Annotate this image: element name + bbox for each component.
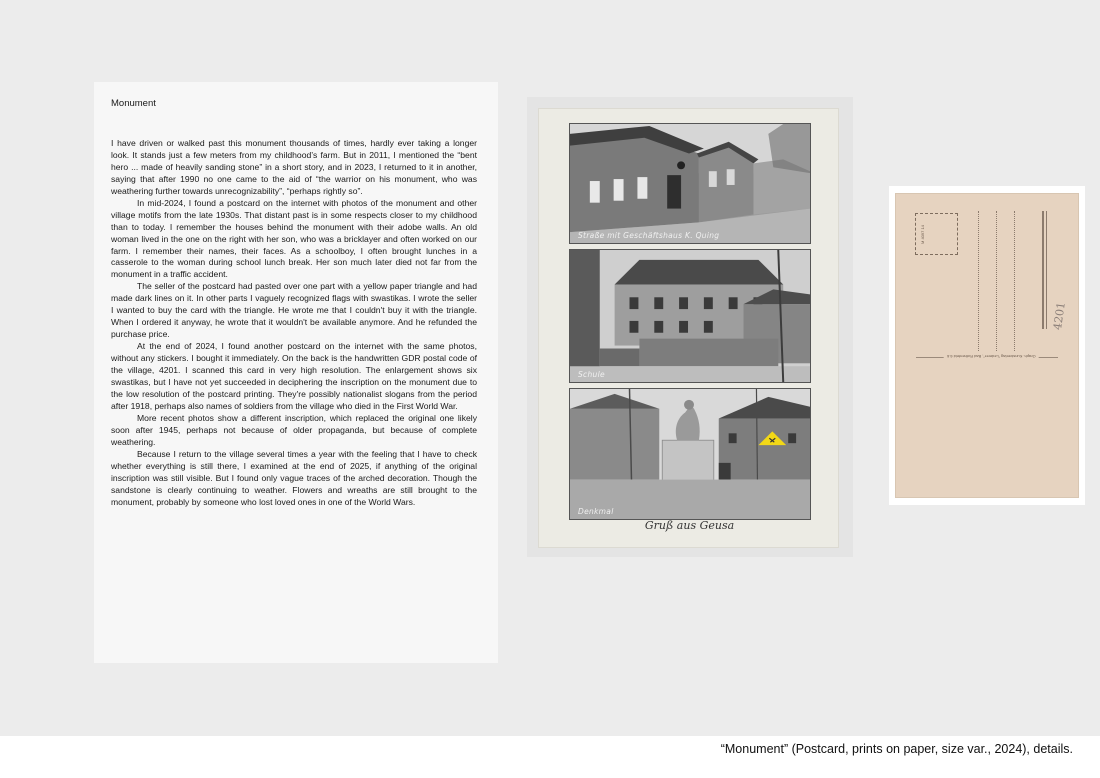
postcard-front: [538, 108, 839, 548]
postcard-back: [895, 193, 1079, 498]
address-line: [996, 211, 997, 351]
handwritten-postal-code: 4201: [1051, 301, 1068, 331]
center-divider: [1042, 211, 1044, 329]
photo-school: [569, 249, 811, 383]
paragraph: I have driven or walked past this monument thousands of times, hardly ever taking a longer look. It stands just a few meters from my childhood’s farm. But in 2011, I mentioned the “bent hero ... made of heavily sanding stone” in a short story, and in 2023, I returned to it in another, saying that after 1990 no one came to the aid of “the warrior on his monument, who was weathering further towards unrecognizability”, “perhaps rightly so”.: [111, 137, 477, 196]
text-document-panel: [94, 82, 498, 663]
photo-caption: Schule: [578, 370, 605, 379]
school-photo-image: [570, 250, 810, 382]
stamp-box: [915, 213, 958, 255]
monument-photo-image: [570, 389, 810, 519]
photo-caption: Straße mit Geschäftshaus K. Quing: [578, 231, 720, 240]
photo-caption: Denkmal: [578, 507, 614, 516]
photo-street: [569, 123, 811, 244]
paragraph: The seller of the postcard had pasted over one part with a yellow paper triangle and had made dark lines on it. In other parts I vaguely recognized flags with swastikas. I wrote the seller I wanted to buy the card with the triangle. He wrote me that I couldn't buy it with the triangle. When I ordered it anyway, he wrote that it wouldn't be available anymore. And he refunded the purchase price.: [111, 281, 477, 340]
publisher-imprint: Graph. Kunstverlag "Lederer", Bad Rothenfeld 6.6: [944, 354, 1039, 359]
postcard-greeting: Gruß aus Geusa: [644, 519, 735, 532]
address-line: [978, 211, 979, 351]
text-body: [111, 98, 477, 509]
photo-monument: [569, 388, 811, 520]
paragraph: More recent photos show a different inscription, which replaced the original one likely soon after 1945, perhaps not because of older propaganda, but because of complete weathering.: [111, 412, 477, 447]
address-line: [1014, 211, 1015, 351]
paragraph: Because I return to the village several times a year with the feeling that I have to check whether everything is still there, I examined at the end of 2025, if anything of the original inscription was still visible. But I found only vague traces of the arched decoration. Though the sandstone is clearly continuing to weather. Flowers and wreaths are still brought to the monument, probably by someone who lost loved ones in one of the World Wars.: [111, 448, 477, 507]
stamp-code: M 4097 14: [920, 225, 925, 244]
figure-caption: “Monument” (Postcard, prints on paper, size var., 2024), details.: [720, 742, 1073, 756]
paragraph: In mid-2024, I found a postcard on the internet with photos of the monument and other village motifs from the late 1930s. That distant past is in some respects closer to my childhood than to today. I remember the houses behind the monument with their adobe walls. An old woman lived in the one on the right with her son, who was a bricklayer and often worked on our farm. I remember their names, their faces. As a schoolboy, I often brought lunches in a casserole to the woman during school lunch break. Her son much later died not far from the monument in a traffic accident.: [111, 197, 477, 280]
document-title: Monument: [111, 98, 156, 109]
center-divider: [1046, 211, 1047, 329]
paragraph: At the end of 2024, I found another postcard on the internet with the same photos, without any stickers. I bought it immediately. On the back is the handwritten GDR postal code of the village, 4201. I scanned this card in very high resolution. The enlargement shows six swastikas, but I have not yet succeeded in deciphering the inscription on the monument due to the low resolution of the postcard printing. They're possibly nationalist slogans from the period after 1918, perhaps also names of soldiers from the village who died in the First World War.: [111, 341, 477, 411]
street-photo-image: [570, 124, 810, 243]
